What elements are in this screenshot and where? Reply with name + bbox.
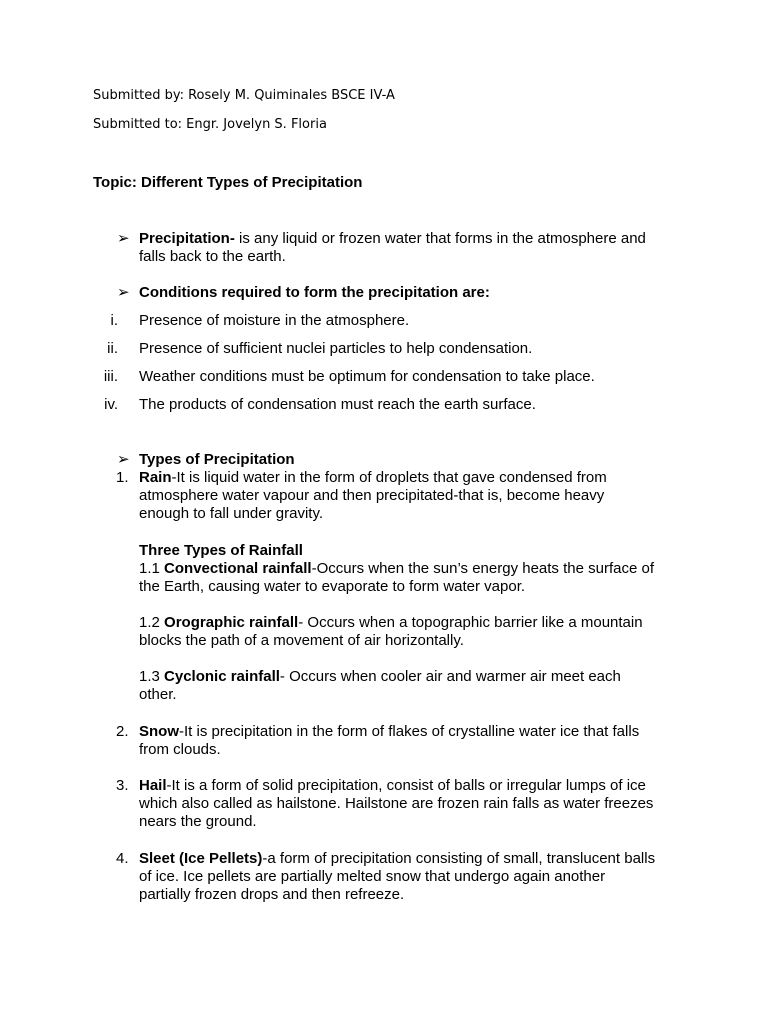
convectional-paragraph [139,560,679,596]
rain-paragraph [139,469,679,523]
definition-line: is any liquid or frozen water that forms in the atmosphere and [234,230,646,247]
orographic-term: Orographic rainfall [164,614,299,631]
hail-line: which also called as hailstone. Hailstone are frozen rain falls as water freezes [139,795,654,812]
rain-line: enough to fall under gravity. [139,505,324,522]
orographic-line: - Occurs when a topographic barrier like a mountain [298,614,643,631]
sleet-term: Sleet (Ice Pellets) [139,850,263,867]
convectional-prefix: 1.1 [139,560,165,577]
snow-line: from clouds. [139,741,221,758]
hail-term: Hail [139,777,167,794]
list-number: 3. [116,777,129,794]
cyclonic-line: other. [139,686,177,703]
orographic-prefix: 1.2 [139,614,165,631]
snow-line: -It is precipitation in the form of flakes of crystalline water ice that falls [179,723,640,740]
condition-item: Weather conditions must be optimum for condensation to take place. [139,368,595,385]
rainfall-heading: Three Types of Rainfall [139,542,303,559]
hail-paragraph [139,777,679,831]
roman-marker: iv. [104,396,118,413]
roman-marker: ii. [107,340,118,357]
list-number: 2. [116,723,129,740]
submitted-by: Submitted by: Rosely M. Quiminales BSCE IV-A [93,88,395,103]
topic-title: Topic: Different Types of Precipitation [93,174,363,191]
types-heading: Types of Precipitation [139,451,295,468]
conditions-heading: Conditions required to form the precipitation are: [139,284,490,301]
sleet-line: of ice. Ice pellets are partially melted snow that undergo again another [139,868,606,885]
snow-paragraph [139,723,679,759]
roman-marker: iii. [103,368,118,385]
definition-term: Precipitation- [139,230,235,247]
rain-term: Rain [139,469,172,486]
bullet-arrow-icon: ➢ [117,230,130,247]
snow-term: Snow [139,723,179,740]
cyclonic-prefix: 1.3 [139,668,165,685]
convectional-term: Convectional rainfall [164,560,312,577]
bullet-arrow-icon: ➢ [117,284,130,301]
rain-line: atmosphere water vapour and then precipitated-that is, become heavy [139,487,605,504]
orographic-paragraph [139,614,679,650]
orographic-line: blocks the path of a movement of air horizontally. [139,632,464,649]
hail-line: -It is a form of solid precipitation, consist of balls or irregular lumps of ice [166,777,646,794]
cyclonic-line: - Occurs when cooler air and warmer air meet each [279,668,621,685]
bullet-arrow-icon: ➢ [117,451,130,468]
sleet-line: partially frozen drops and then refreeze. [139,886,405,903]
definition-paragraph [139,230,679,266]
cyclonic-paragraph [139,668,679,704]
cyclonic-term: Cyclonic rainfall [164,668,280,685]
definition-line: falls back to the earth. [139,248,286,265]
submitted-to: Submitted to: Engr. Jovelyn S. Floria [93,117,327,132]
sleet-paragraph [139,850,679,904]
condition-item: Presence of sufficient nuclei particles to help condensation. [139,340,533,357]
condition-item: The products of condensation must reach the earth surface. [139,396,536,413]
sleet-line: -a form of precipitation consisting of small, translucent balls [262,850,656,867]
roman-marker: i. [110,312,118,329]
condition-item: Presence of moisture in the atmosphere. [139,312,410,329]
rain-line: -It is liquid water in the form of droplets that gave condensed from [171,469,607,486]
list-number: 1. [116,469,129,486]
hail-line: nears the ground. [139,813,257,830]
convectional-line: the Earth, causing water to evaporate to form water vapor. [139,578,526,595]
convectional-line: -Occurs when the sun’s energy heats the surface of [311,560,654,577]
list-number: 4. [116,850,129,867]
